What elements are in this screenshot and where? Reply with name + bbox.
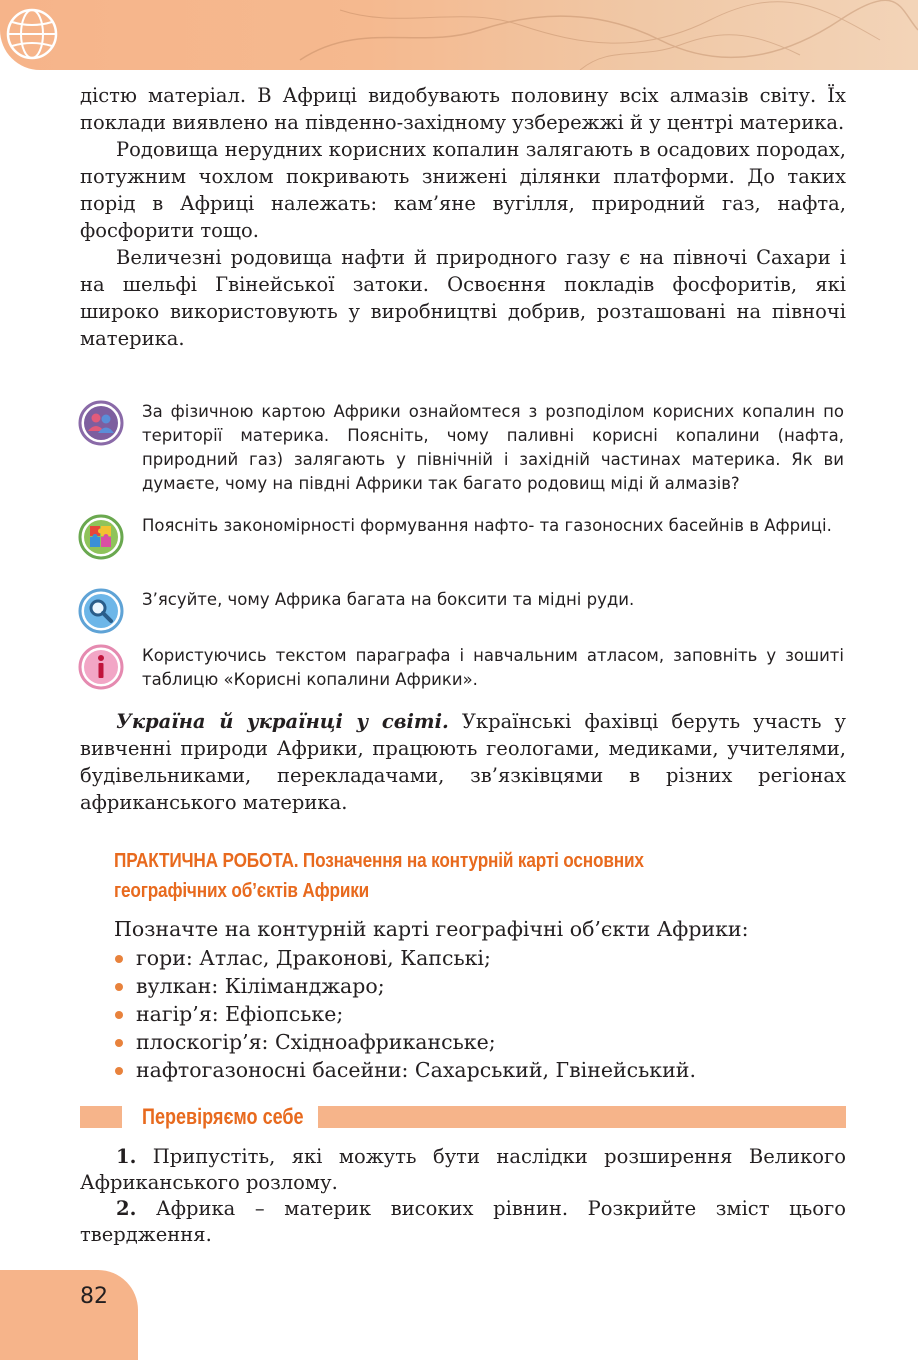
ukraine-text: Українські фахівці беруть участь у вивченні природи Африки, працюють геологами, медиками, учителями, будівельниками, перекладачами, зв’язківцями в різних регіонах африканського материка. xyxy=(80,710,846,814)
question-1: 1. Припустіть, які можуть бути наслідки розширення Великого Африканського розлому. xyxy=(80,1145,846,1194)
bullet-icon xyxy=(115,983,123,991)
header-map-decoration xyxy=(280,0,918,70)
task-text: За фізичною картою Африки ознайомтеся з розподілом корисних копалин по території материка. Поясніть, чому паливні корисні копалини (нафта, природний газ) залягають у північній і західній частинах материка. Як ви думаєте, чому на півдні Африки так багато родовищ міді й алмазів? xyxy=(142,402,844,493)
practical-intro: Позначте на контурній карті географічні об’єкти Африки: xyxy=(114,917,749,941)
bullet-icon xyxy=(115,955,123,963)
section-bar-right xyxy=(318,1106,846,1128)
magnifier-icon xyxy=(78,588,124,634)
check-section-title: Перевіряємо себе xyxy=(142,1104,304,1129)
body-text xyxy=(80,82,846,352)
section-bar-left xyxy=(80,1106,122,1128)
puzzle-icon xyxy=(78,514,124,560)
info-icon xyxy=(78,644,124,690)
bullet-icon xyxy=(115,1039,123,1047)
group-people-icon xyxy=(78,400,124,446)
list-item: нафтогазоносні басейни: Сахарський, Гвінейський. xyxy=(114,1056,854,1084)
practical-list xyxy=(114,915,854,1084)
list-item: вулкан: Кіліманджаро; xyxy=(114,972,854,1000)
page-number: 82 xyxy=(80,1284,108,1309)
task-text: З’ясуйте, чому Африка багата на боксити та мідні руди. xyxy=(142,590,635,609)
page-number-tab xyxy=(0,1270,138,1360)
bullet-icon xyxy=(115,1067,123,1075)
paragraph-2: Родовища нерудних корисних копалин залягають в осадових породах, потужним чохлом покривають знижені ділянки платформи. До таких порід в Африці належать: кам’яне вугілля, природний газ, нафта, фосфорити тощо. xyxy=(80,138,846,242)
paragraph-3: Величезні родовища нафти й природного газу є на півночі Сахари і на шельфі Гвінейської затоки. Освоєння покладів фосфоритів, які широко використовують у виробництві добрив, розташовані на півночі материка. xyxy=(80,246,846,350)
ukraine-lead: Україна й українці у світі. xyxy=(116,710,449,733)
task-text: Користуючись текстом параграфа і навчальним атласом, заповніть у зошиті таблицю «Корисні копалини Африки». xyxy=(142,646,844,689)
task-text: Поясніть закономірності формування нафто- та газоносних басейнів в Африці. xyxy=(142,516,832,535)
list-item: нагір’я: Ефіопське; xyxy=(114,1000,854,1028)
questions xyxy=(80,1144,846,1248)
question-2: 2. Африка – материк високих рівнин. Розкрийте зміст цього твердження. xyxy=(80,1197,846,1246)
paragraph-1: дістю матеріал. В Африці видобувають половину всіх алмазів світу. Їх поклади виявлено на південно-західному узбережжі й у центрі материка. xyxy=(80,84,846,134)
list-item: гори: Атлас, Драконові, Капські; xyxy=(114,944,854,972)
practical-title: ПРАКТИЧНА РОБОТА. Позначення на контурній карті основних географічних об’єктів Африки xyxy=(114,850,644,902)
bullet-icon xyxy=(115,1011,123,1019)
ukraine-paragraph xyxy=(80,708,846,816)
list-item: плоскогір’я: Східноафриканське; xyxy=(114,1028,854,1056)
globe-icon xyxy=(4,6,60,62)
